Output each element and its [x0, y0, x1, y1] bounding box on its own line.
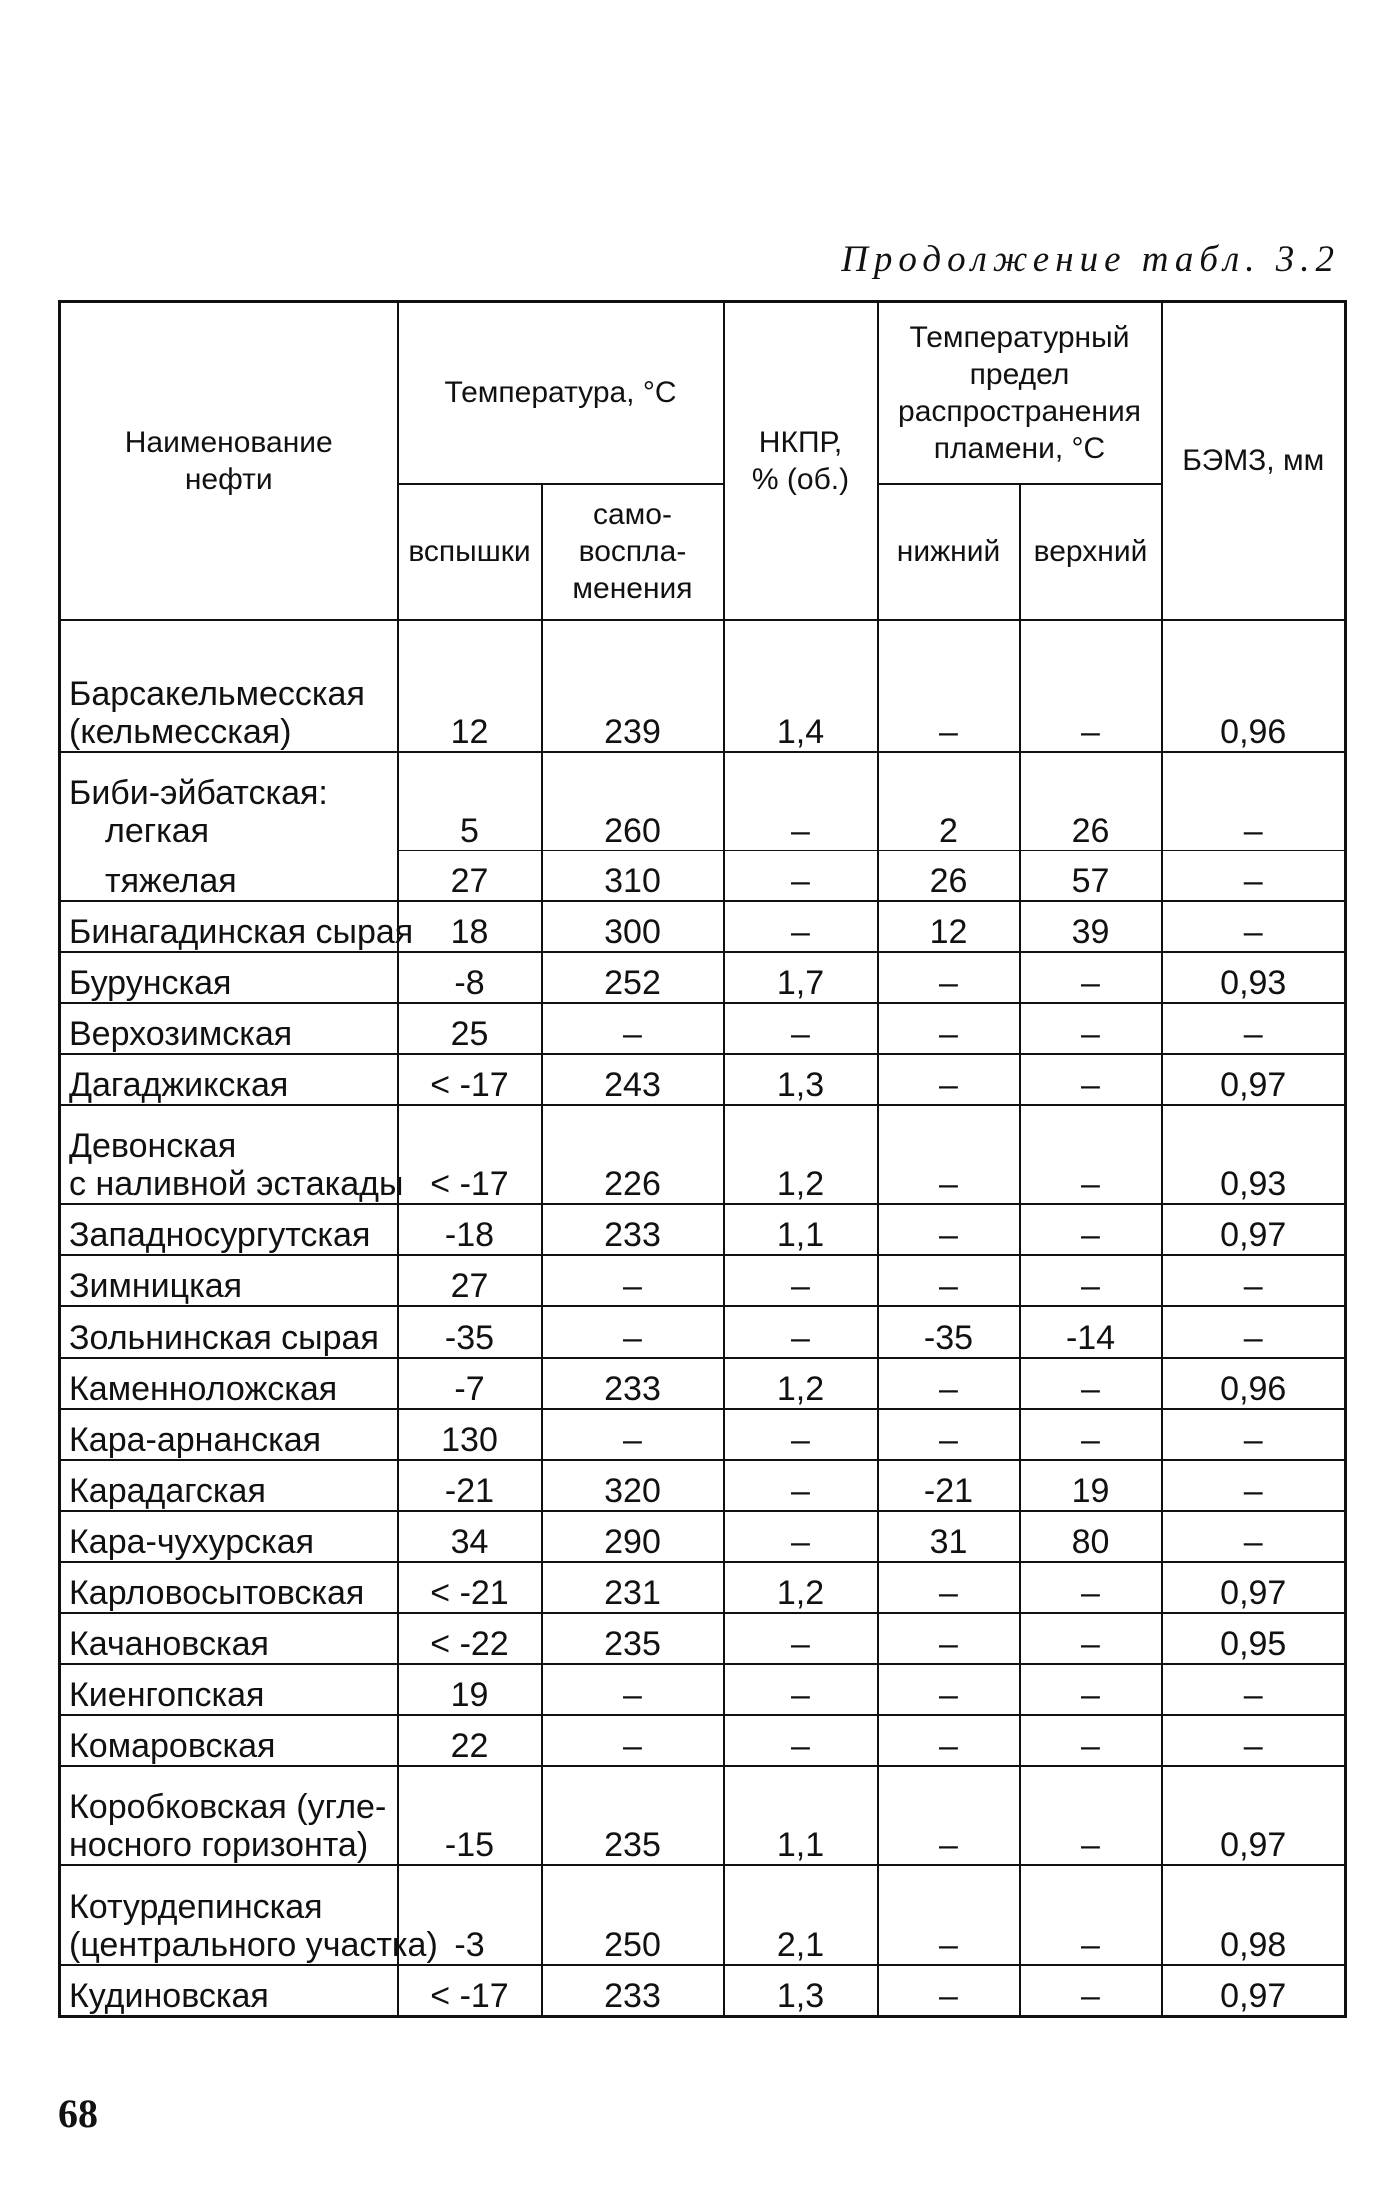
cell-nkpr: 1,4 — [724, 620, 878, 753]
oil-name-cell: Бурунская — [60, 952, 398, 1003]
cell-flash: 34 — [398, 1511, 542, 1562]
cell-upper: -14 — [1020, 1306, 1162, 1357]
cell-lower: – — [878, 1664, 1020, 1715]
cell-lower: -21 — [878, 1460, 1020, 1511]
cell-flash: -35 — [398, 1306, 542, 1357]
oil-name-cell: тяжелая — [60, 850, 398, 900]
table-row — [60, 1511, 1346, 1562]
cell-lower: – — [878, 620, 1020, 753]
oil-name-cell: Каменноложская — [60, 1358, 398, 1409]
oil-name-cell: Девонская с наливной эстакады — [60, 1105, 398, 1205]
cell-self: 226 — [542, 1105, 724, 1205]
cell-nkpr: 1,1 — [724, 1204, 878, 1255]
cell-nkpr: – — [724, 1003, 878, 1054]
cell-flash: < -21 — [398, 1562, 542, 1613]
cell-lower: – — [878, 1255, 1020, 1306]
cell-upper: – — [1020, 1054, 1162, 1105]
cell-nkpr: – — [724, 752, 878, 850]
cell-flash: 22 — [398, 1715, 542, 1766]
cell-nkpr: 1,2 — [724, 1358, 878, 1409]
table-row — [60, 1105, 1346, 1205]
header-flame-limit: Температурный предел распространения пламени, °С — [878, 302, 1162, 484]
cell-self: 233 — [542, 1358, 724, 1409]
cell-bemz: – — [1162, 1664, 1346, 1715]
cell-bemz: 0,98 — [1162, 1865, 1346, 1965]
cell-lower: – — [878, 1766, 1020, 1866]
cell-nkpr: – — [724, 1511, 878, 1562]
cell-lower: – — [878, 1003, 1020, 1054]
cell-flash: -3 — [398, 1865, 542, 1965]
oil-name-cell: Кудиновская — [60, 1965, 398, 2017]
cell-self: 252 — [542, 952, 724, 1003]
cell-self: 290 — [542, 1511, 724, 1562]
cell-self: 233 — [542, 1204, 724, 1255]
cell-bemz: 0,97 — [1162, 1054, 1346, 1105]
cell-bemz: 0,97 — [1162, 1965, 1346, 2017]
cell-flash: 130 — [398, 1409, 542, 1460]
oil-name-cell: Барсакельмесская (кельмесская) — [60, 620, 398, 753]
cell-self: 235 — [542, 1766, 724, 1866]
header-bemz: БЭМЗ, мм — [1162, 302, 1346, 620]
cell-nkpr: 1,7 — [724, 952, 878, 1003]
cell-flash: 5 — [398, 752, 542, 850]
table-row — [60, 1204, 1346, 1255]
table-row — [60, 1054, 1346, 1105]
cell-self: 250 — [542, 1865, 724, 1965]
cell-self: – — [542, 1255, 724, 1306]
cell-flash: -8 — [398, 952, 542, 1003]
cell-lower: – — [878, 1358, 1020, 1409]
cell-nkpr: – — [724, 1664, 878, 1715]
table-row — [60, 1306, 1346, 1357]
cell-lower: – — [878, 1865, 1020, 1965]
cell-flash: 18 — [398, 901, 542, 952]
table-row — [60, 901, 1346, 952]
cell-self: – — [542, 1003, 724, 1054]
cell-lower: – — [878, 1562, 1020, 1613]
cell-upper: – — [1020, 1865, 1162, 1965]
cell-lower: – — [878, 1613, 1020, 1664]
oil-name-cell: Верхозимская — [60, 1003, 398, 1054]
cell-upper: – — [1020, 952, 1162, 1003]
cell-nkpr: – — [724, 1460, 878, 1511]
cell-bemz: – — [1162, 1306, 1346, 1357]
oil-name-cell: Комаровская — [60, 1715, 398, 1766]
oil-name-cell: Киенгопская — [60, 1664, 398, 1715]
cell-bemz: 0,97 — [1162, 1766, 1346, 1866]
cell-self: 260 — [542, 752, 724, 850]
cell-self: 231 — [542, 1562, 724, 1613]
cell-flash: 19 — [398, 1664, 542, 1715]
cell-lower: 26 — [878, 850, 1020, 900]
table-row — [60, 1965, 1346, 2017]
cell-self: 243 — [542, 1054, 724, 1105]
cell-self: 235 — [542, 1613, 724, 1664]
cell-lower: – — [878, 1715, 1020, 1766]
cell-bemz: – — [1162, 1511, 1346, 1562]
cell-lower: – — [878, 1204, 1020, 1255]
table-row — [60, 1003, 1346, 1054]
cell-self: 233 — [542, 1965, 724, 2017]
cell-upper: – — [1020, 1003, 1162, 1054]
cell-bemz: 0,93 — [1162, 1105, 1346, 1205]
cell-upper: – — [1020, 1409, 1162, 1460]
cell-self: – — [542, 1664, 724, 1715]
oil-name-cell: Карадагская — [60, 1460, 398, 1511]
cell-flash: 25 — [398, 1003, 542, 1054]
oil-name-cell: Дагаджикская — [60, 1054, 398, 1105]
cell-upper: – — [1020, 1613, 1162, 1664]
oil-name-cell: Котурдепинская (центрального участка) — [60, 1865, 398, 1965]
oil-name-cell: Кара-чухурская — [60, 1511, 398, 1562]
header-name: Наименование нефти — [60, 302, 398, 620]
header-lower: нижний — [878, 484, 1020, 620]
table-row — [60, 1358, 1346, 1409]
cell-bemz: – — [1162, 1409, 1346, 1460]
cell-flash: -21 — [398, 1460, 542, 1511]
cell-upper: – — [1020, 1965, 1162, 2017]
cell-upper: – — [1020, 620, 1162, 753]
cell-upper: – — [1020, 1204, 1162, 1255]
cell-upper: – — [1020, 1715, 1162, 1766]
page-number: 68 — [58, 2091, 98, 2136]
cell-flash: 27 — [398, 1255, 542, 1306]
cell-nkpr: – — [724, 850, 878, 900]
cell-nkpr: – — [724, 1613, 878, 1664]
cell-upper: – — [1020, 1766, 1162, 1866]
cell-upper: 39 — [1020, 901, 1162, 952]
table-row — [60, 850, 1346, 900]
cell-lower: – — [878, 952, 1020, 1003]
cell-nkpr: 2,1 — [724, 1865, 878, 1965]
header-temperature: Температура, °С — [398, 302, 724, 484]
cell-nkpr: 1,1 — [724, 1766, 878, 1866]
table-row — [60, 1460, 1346, 1511]
oil-name-cell: Зольнинская сырая — [60, 1306, 398, 1357]
cell-self: 310 — [542, 850, 724, 900]
cell-nkpr: – — [724, 1255, 878, 1306]
table-header — [60, 302, 1346, 620]
cell-bemz: 0,97 — [1162, 1204, 1346, 1255]
cell-self: – — [542, 1409, 724, 1460]
cell-bemz: 0,95 — [1162, 1613, 1346, 1664]
table-row — [60, 1255, 1346, 1306]
header-nkpr: НКПР, % (об.) — [724, 302, 878, 620]
cell-flash: < -17 — [398, 1965, 542, 2017]
cell-nkpr: 1,3 — [724, 1965, 878, 2017]
cell-lower: 2 — [878, 752, 1020, 850]
cell-lower: 31 — [878, 1511, 1020, 1562]
table-row — [60, 1664, 1346, 1715]
cell-nkpr: – — [724, 1306, 878, 1357]
cell-upper: – — [1020, 1105, 1162, 1205]
cell-bemz: – — [1162, 1255, 1346, 1306]
cell-bemz: – — [1162, 850, 1346, 900]
cell-bemz: – — [1162, 752, 1346, 850]
cell-nkpr: 1,2 — [724, 1562, 878, 1613]
table-row — [60, 1715, 1346, 1766]
table-row — [60, 1409, 1346, 1460]
cell-lower: – — [878, 1409, 1020, 1460]
oil-name-cell: Кара-арнанская — [60, 1409, 398, 1460]
cell-flash: -18 — [398, 1204, 542, 1255]
header-upper: верхний — [1020, 484, 1162, 620]
oil-properties-table — [58, 300, 1347, 2018]
cell-bemz: – — [1162, 1460, 1346, 1511]
oil-name-cell: Качановская — [60, 1613, 398, 1664]
cell-self: 300 — [542, 901, 724, 952]
cell-nkpr: 1,2 — [724, 1105, 878, 1205]
oil-name-cell: Карловосытовская — [60, 1562, 398, 1613]
cell-upper: – — [1020, 1664, 1162, 1715]
table-row — [60, 1865, 1346, 1965]
cell-flash: < -22 — [398, 1613, 542, 1664]
cell-flash: -15 — [398, 1766, 542, 1866]
cell-bemz: – — [1162, 901, 1346, 952]
cell-bemz: 0,96 — [1162, 1358, 1346, 1409]
cell-self: – — [542, 1306, 724, 1357]
cell-flash: < -17 — [398, 1105, 542, 1205]
cell-nkpr: 1,3 — [724, 1054, 878, 1105]
cell-flash: < -17 — [398, 1054, 542, 1105]
table-row — [60, 1766, 1346, 1866]
cell-flash: -7 — [398, 1358, 542, 1409]
table-caption: Продолжение табл. 3.2 — [841, 239, 1340, 280]
oil-name-cell: Биби-эйбатская: легкая — [60, 752, 398, 850]
oil-name-cell: Зимницкая — [60, 1255, 398, 1306]
cell-upper: 57 — [1020, 850, 1162, 900]
header-flash: вспышки — [398, 484, 542, 620]
table-row — [60, 1562, 1346, 1613]
cell-self: 239 — [542, 620, 724, 753]
cell-nkpr: – — [724, 1715, 878, 1766]
cell-upper: – — [1020, 1562, 1162, 1613]
cell-nkpr: – — [724, 901, 878, 952]
cell-flash: 27 — [398, 850, 542, 900]
cell-lower: – — [878, 1054, 1020, 1105]
oil-name-cell: Бинагадинская сырая — [60, 901, 398, 952]
oil-name-cell: Западносургутская — [60, 1204, 398, 1255]
cell-bemz: 0,96 — [1162, 620, 1346, 753]
table-row — [60, 952, 1346, 1003]
table-body — [60, 620, 1346, 2017]
oil-name-cell: Коробковская (угле- носного горизонта) — [60, 1766, 398, 1866]
cell-bemz: – — [1162, 1715, 1346, 1766]
table-row — [60, 1613, 1346, 1664]
cell-upper: – — [1020, 1358, 1162, 1409]
cell-upper: 19 — [1020, 1460, 1162, 1511]
header-self-ignition: само- воспла- менения — [542, 484, 724, 620]
cell-upper: 26 — [1020, 752, 1162, 850]
cell-bemz: – — [1162, 1003, 1346, 1054]
cell-lower: – — [878, 1105, 1020, 1205]
cell-flash: 12 — [398, 620, 542, 753]
cell-upper: – — [1020, 1255, 1162, 1306]
cell-bemz: 0,97 — [1162, 1562, 1346, 1613]
cell-lower: -35 — [878, 1306, 1020, 1357]
cell-nkpr: – — [724, 1409, 878, 1460]
cell-lower: – — [878, 1965, 1020, 2017]
cell-lower: 12 — [878, 901, 1020, 952]
table-row — [60, 752, 1346, 850]
cell-bemz: 0,93 — [1162, 952, 1346, 1003]
table-row — [60, 620, 1346, 753]
cell-self: 320 — [542, 1460, 724, 1511]
cell-self: – — [542, 1715, 724, 1766]
cell-upper: 80 — [1020, 1511, 1162, 1562]
